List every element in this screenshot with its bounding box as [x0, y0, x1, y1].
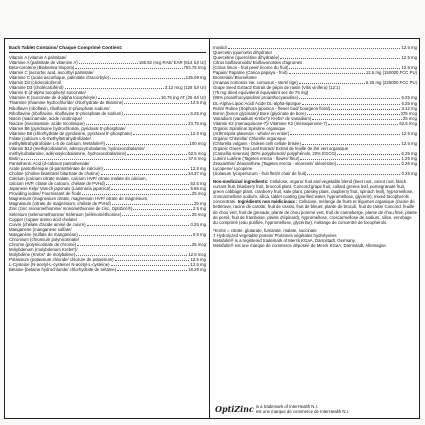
ingredient-amount: 6.66 mg: [190, 186, 206, 192]
ingredient-name: Vitamin K2 (menaquinone-7)/ Vitamine K2 (ménaquinone-7): [213, 120, 328, 126]
leader-dots: [289, 65, 400, 69]
footnote-hvp: ‡ Hydrolyzed vegetable protein/ Protéines végétales hydrolysées: [213, 232, 337, 238]
footnotes: [213, 228, 417, 248]
ingredient-name: Potassium (potassium chloride/ chlorure de potassium): [9, 256, 114, 262]
ingredient-amount: 100 mcg: [189, 140, 206, 146]
ingredient-name: Molybdène (Krebs* de molybdène): [9, 251, 76, 257]
ingredient-name: Citrus bioflavonoids/ Bioflavonoïdes d'agrumes: [213, 60, 303, 66]
ingredient-amount: 12.5 mg: [190, 261, 206, 267]
ingredient-amount: 1.25 mg: [401, 156, 417, 162]
ingredient-name: Vitamin D3 (cholecalciferol/: [9, 80, 61, 86]
non-medicinal-text-fr: Cellulose, mélange de fruits et légumes organique (racine de betterave, racine de carotte, fruit de cassis, fruit de bleuet, plante de brocoli, fruit de raisin Concord, feuille de chou vert, fruit de grenade, plante de chou pommé vert, fruit de canneberge, plante de chou frisé, plante de persil, fruit de framboise, plante d'épinard), hypromellose, croscarmellose de sodium, silice, enrobage du comprimé (eau purifiée, hypromellose, glycérine), mélange de concentré de tocophérols.: [213, 199, 417, 225]
ingredient-name: Vitamin A (vitamin A palmitate/: [9, 55, 67, 61]
column-divider: [209, 39, 210, 418]
leader-dots: [300, 156, 400, 160]
leader-dots: [111, 186, 189, 190]
ingredient-name: Choline (choline bitartrate/ bitartrate de choline): [9, 171, 100, 177]
leader-dots: [104, 166, 190, 170]
leader-dots: [302, 101, 401, 105]
right-column: [213, 45, 417, 248]
ingredient-amount: 2.5 mg: [192, 206, 206, 212]
ingredient-name: Vitamin C (ascorbic acid, ascorbyl palmitate/: [9, 70, 94, 76]
ingredient-name: DL-Alpha-Lipoic Acid/ Acide DL-alpha-lipoïque: [213, 100, 301, 106]
ingredient-amount: 0.25 mg: [401, 161, 417, 167]
ingredient-name: Pantothenic Acid (d-calcium pantothenate/: [9, 161, 90, 167]
ingredient-amount: 62.5 mcg: [188, 150, 206, 156]
ingredient-amount: 12.5 mg: [401, 55, 417, 61]
ingredient-name: Folate (calcium L-5-methyltetrahydrofolate/: [9, 135, 91, 141]
ingredient-amount: 25 mg: [194, 201, 206, 207]
ingredient-amount: 3.12 mcg (125 IU/ UI): [164, 85, 206, 91]
optizinc-trademark: [215, 404, 349, 414]
ingredient-amount: 52.5 mg: [190, 181, 206, 187]
leader-dots: [228, 45, 401, 49]
ingredient-name: Lycopene/ Lycopène: [213, 166, 253, 172]
ingredient-name: Inositol: [213, 45, 227, 50]
non-medicinal-ingredients: [213, 179, 417, 224]
leader-dots: [65, 85, 164, 89]
ingredient-amount: 12.5 mcg: [188, 251, 206, 257]
ingredient-amount: 12.5 mg: [401, 130, 417, 136]
logo-note: is a trademark of InterHealth N.I.: [255, 404, 318, 409]
ingredient-amount: 6.25 mg: [401, 100, 417, 106]
ingredient-name: Organic Spirulina/ Spiruline organique: [213, 125, 286, 131]
leader-dots: [115, 257, 190, 261]
leader-dots: [82, 191, 190, 195]
leader-dots: [112, 201, 193, 205]
ingredient-name: Vitamine E (succinate de d-alpha tocophéryle): [9, 95, 97, 101]
ingredient-name: Cuivre (chélate d'acide aminé de cuivre): [9, 221, 86, 227]
ingredient-name: Grape Seed Extract/ Extrait de pépin de raisin (Vitis vinifera) (12:1): [213, 85, 340, 91]
ingredient-amount: 12.5 mg: [401, 45, 417, 50]
ingredient-amount: 34.37 mg: [188, 171, 206, 177]
ingredient-name: Calcium (calcium citrate malate, calcium HVP/ citrate malate de calcium,: [9, 176, 147, 182]
leader-dots: [106, 141, 188, 145]
ingredient-name: Biotin: [9, 155, 20, 161]
leader-dots: [117, 267, 187, 271]
ingredient-amount: 12.5 mg: [401, 140, 417, 146]
leader-dots: [77, 242, 191, 246]
ingredient-name: (Citrus limon - fruit peel/ écorce du fruit): [213, 65, 289, 71]
ingredient-name: Vitamin E (d-alpha tocopheryl succinate/: [9, 90, 86, 96]
leader-dots: [299, 80, 365, 84]
ingredient-name: (Camellia sinensis) (50% polyphenols/ polyphénols, 20% EGCG): [213, 150, 337, 156]
ingredient-name: Manganese (manganese sulfate/: [9, 226, 72, 232]
ingredient-name: (Chlorella vulgaris - broken cell/ cellule brisée): [213, 140, 301, 146]
ingredient-name: Vitamin B6 (pyridoxine hydrochloride, pyridoxal 5'-phosphate/: [9, 125, 126, 131]
leader-dots: [302, 141, 401, 145]
leader-dots: [86, 121, 187, 125]
leader-dots: [79, 232, 192, 236]
leader-dots: [127, 151, 187, 155]
ingredient-name: Copper (copper amino acid chelate/: [9, 216, 78, 222]
ingredient-amount: 16.75 mg AT (25 IU/ UI): [161, 95, 206, 101]
ingredient-name: Beta-carotene (Blakeslea trispora): [9, 65, 75, 71]
ingredient-name: Organic Green Tea Leaf Extract/ Extrait de feuille de thé vert organique: [213, 145, 349, 151]
ingredient-name: (Ananas comosus var. comosus - stem/ tige): [213, 80, 298, 86]
ingredient-amount: 12.5 mg (150000 FCC PU): [365, 70, 417, 76]
ingredient-amount: 12.5 mg: [401, 65, 417, 71]
label-header: Each Tablet Contains/ Chaque Comprimé Contient:: [9, 45, 123, 50]
ingredient-name: (95% proanthocyanidins/ proanthocyanidine): [213, 95, 299, 101]
ingredient-amount: 375 mcg: [400, 110, 417, 116]
ingredient-name: méthyltétrahydrofolate L-5 de calcium, Metafolin®): [9, 140, 106, 146]
ingredient-name: Quercetin (quercetin dihydrate/: [213, 50, 272, 56]
ingredient-name: Zeaxanthin/ Zéaxanthine (Tagetes erecta - oleoresin/ oléorésine): [213, 161, 337, 167]
ingredient-name: Papain/ Papaïne (Carica papaya - fruit): [213, 70, 288, 76]
ingredient-name: Chromium (chromium polynicotinate/: [9, 236, 79, 242]
leader-dots: [87, 222, 190, 226]
ingredient-name: méthylcobalamine, adénosylcobalamine, hydroxocobalamine): [9, 150, 127, 156]
ingredient-name: Magnésium (citrate de magnésium, chélate de PVHd): [9, 201, 111, 207]
leader-dots: [110, 75, 185, 79]
ingredient-name: Bromelain/ Bromélaïne: [213, 75, 257, 81]
ingredient-amount: 0.25 mg: [190, 221, 206, 227]
leader-dots: [337, 161, 400, 165]
ingredient-amount: 3.12 mg: [401, 105, 417, 111]
ingredient-name: Riboflavin (riboflavin, riboflavin 5'-phosphate sodium/: [9, 105, 110, 111]
ingredient-amount: 6.25 mg (225000 FCC PU): [365, 80, 417, 86]
logo-note-fr: est une marque de commerce de InterHealth N.I.: [255, 409, 350, 414]
ingredient-amount: 135.09 mg: [185, 75, 206, 81]
leader-dots: [312, 116, 402, 120]
leader-dots: [124, 100, 189, 104]
ingredient-amount: 37.5 mcg: [188, 155, 206, 161]
leader-dots: [21, 156, 188, 160]
ingredient-name: Lutein/ Lutéine (Tagetes erecta - flower/ fleur): [213, 156, 300, 162]
leader-dots: [337, 151, 400, 155]
non-medicinal-label-fr: Ingrédients non médicinaux :: [237, 199, 298, 205]
leader-dots: [124, 111, 190, 115]
ingredient-name: Betaine (betaine hydrochloride/ chlorhydrate de bétaïne): [9, 267, 117, 273]
leader-dots: [328, 121, 398, 125]
ingredient-name: Zinc (zinc monomethionine/ monométhionine de zinc, OptiZinc®): [9, 206, 133, 212]
non-medicinal-text: Cellulose, organic fruit and vegetable blend (beet root, carrot root, black currant fruit, blueberry fruit, broccoli plant, Concord grape fruit, collard greens leaf, pomegranate fruit, green cabbage plant, cranberry fruit, kale plant, parsley plant, raspberry fruit, spinach leaf), hypromellose, croscarmellose sodium, silica, tablet coating (purified water, hypromellose, glycerin), mixed tocopherols concentrate.: [213, 179, 414, 205]
ingredient-amount: 0.5 mg: [192, 231, 206, 237]
ingredient-name: Rutin/ Rutine (Sophora japonica - flower bud/ bourgeon floral): [213, 105, 331, 111]
leader-dots: [290, 131, 400, 135]
ingredient-amount: 6.25 mg: [401, 150, 417, 156]
ingredient-name: Boron (boron glycinate)/ Bore (glycinate de bore): [213, 110, 306, 116]
ingredient-name: Magnesium (magnesium citrate, magnesium HVP/ citrate de magnésium,: [9, 196, 149, 202]
ingredient-amount: 18.29 mg: [188, 267, 206, 273]
leader-dots: [122, 212, 191, 216]
header-rule: [9, 52, 206, 53]
ingredient-amount: 25 mcg: [191, 241, 206, 247]
leader-dots: [75, 65, 182, 69]
leader-dots: [280, 55, 400, 59]
ingredient-name: Niacin (niacinamide, acide nicotinique/: [9, 115, 83, 121]
ingredient-name: Riboflavine (riboflavine, riboflavine 5'-phosphate de sodium): [9, 110, 123, 116]
ingredient-name: Selenium (selenomethionine/ Sélénium (sélénométhionine): [9, 211, 122, 217]
ingredient-name: Thiamine (thiamine hydrochloride/ chlorhydrate de thiamine): [9, 100, 124, 106]
ingredient-amount: 23.75 mg: [188, 120, 206, 126]
ingredient-name: Japanese Kelp/ Varech japonais (Laminaria japonica): [9, 186, 111, 192]
ingredient-amount: 25 mcg: [191, 191, 206, 197]
left-column: [9, 45, 206, 272]
leader-dots: [307, 171, 400, 175]
ingredient-name: Vitamine B6 (chlorhydrate de pyridoxine, pyridoxal 5'-phosphate): [9, 130, 133, 136]
ingredient-amount: 185.82 mcg RAE/ EAR (614 IU/ UI): [138, 60, 206, 66]
ingredient-amount: 25 mcg: [402, 115, 417, 121]
ingredient-name: (Arthrospira platensis - whole/ en entier): [213, 130, 290, 136]
ingredient-amount: 12.5 mg: [190, 130, 206, 136]
ingredient-name: Quercétine (quercétine dihydratée): [213, 55, 280, 61]
footnote-krebs: *Krebs = citrate, glutarate, fumarate, malate, succinate: [213, 227, 317, 233]
leader-dots: [133, 206, 192, 210]
leader-dots: [101, 171, 188, 175]
ingredient-name: Vitamine A (palmitate de vitamine A): [9, 60, 78, 66]
ingredient-amount: 6.25 mg: [190, 110, 206, 116]
leader-dots: [299, 95, 400, 99]
leader-dots: [79, 60, 138, 64]
right-ingredient-list: [213, 45, 417, 176]
ingredient-row: [213, 171, 417, 176]
leader-dots: [289, 70, 365, 74]
ingredient-amount: 12.5 mg: [190, 100, 206, 106]
ingredient-name: Manganèse (sulfate de manganèse): [9, 231, 78, 237]
ingredient-name: Molybdenum (molybdenum Krebs*)/: [9, 246, 78, 252]
ingredient-name: Vitamine C (acide ascorbique, palmitate d'ascorbyle): [9, 75, 110, 81]
leader-dots: [76, 252, 187, 256]
footnote-metafolin-fr: Metafolin® est une marque de commerce déposée de Merck KGaA, Darmstadt, Allemagne.: [213, 242, 387, 248]
ingredient-name: Organic Chlorella/ Chlorelle organique: [213, 135, 286, 141]
ingredient-amount: 753.75 mcg: [183, 65, 206, 71]
ingredient-amount: 0.25 mg: [401, 171, 417, 177]
ingredient-row: [9, 267, 206, 272]
optizinc-logo: OptiZinc: [215, 404, 254, 414]
ingredient-name: (75 mg dried equivalent/ équivalent sec de 75 mg): [213, 90, 309, 96]
ingredient-name: L-Cysteine (N-acetyl-L-cysteine/ N-acétyl-L-cystéine): [9, 261, 110, 267]
leader-dots: [106, 181, 190, 185]
leader-dots: [111, 262, 190, 266]
ingredients-label-panel: [4, 38, 420, 419]
ingredient-name: Vanadium (vanadium Krebs*)/ Krebs* de vanadium): [213, 115, 312, 121]
leader-dots: [133, 131, 189, 135]
ingredient-amount: 6.25 mg: [401, 95, 417, 101]
ingredient-amount: 25 mcg: [191, 211, 206, 217]
footnote-metafolin: Metafolin® is a registered trademark of Merck KGaA, Darmstadt, Germany.: [213, 237, 356, 243]
ingredient-amount: 62.5 mcg: [399, 120, 417, 126]
ingredient-name: Chrome (polynicotinate de chrome): [9, 241, 77, 247]
ingredient-name: Vitamine D3 (cholécalciférol): [9, 85, 64, 91]
non-medicinal-label: Non-medicinal ingredients:: [213, 179, 269, 185]
ingredient-amount: 12.5 mg: [190, 256, 206, 262]
ingredient-name: Acide pantothénique (d-pantothénate de calcium): [9, 166, 103, 172]
leader-dots: [98, 95, 160, 99]
left-ingredient-list: [9, 55, 206, 272]
leader-dots: [331, 106, 400, 110]
ingredient-name: Providing iodine/ Fournissant de l'iode: [9, 191, 82, 197]
ingredient-name: calcium HVP, citrate de calcium, chélate de PVHd): [9, 181, 105, 187]
ingredient-amount: 12.5 mg: [190, 166, 206, 172]
ingredient-name: (Solanum lycopersicum - fruit flesh/ chair de fruit): [213, 171, 307, 177]
ingredient-name: Niacine (niacinamide, acide nicotinique): [9, 120, 85, 126]
ingredient-name: Vitamin B12 (methylcobalamin, adenosylcobalamin, hydroxocobalamin/: [9, 145, 145, 151]
leader-dots: [307, 111, 400, 115]
